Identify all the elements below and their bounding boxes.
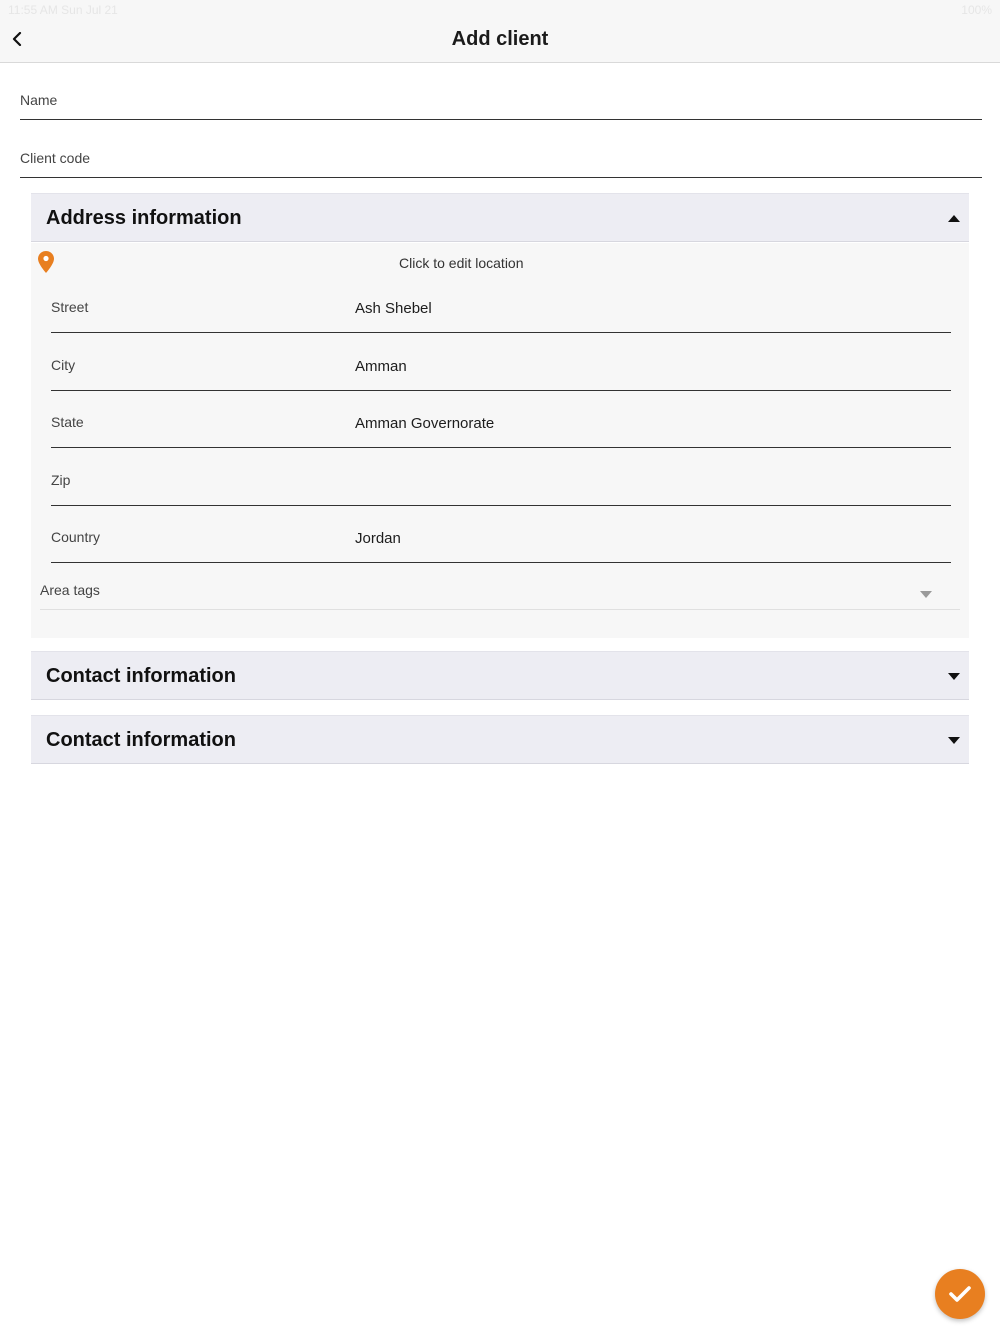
- state-field[interactable]: [51, 396, 951, 448]
- dropdown-caret-icon: [920, 591, 932, 598]
- client-code-label: Client code: [20, 150, 91, 166]
- page-title: Add client: [451, 28, 549, 50]
- contact-section-title-2: Contact information: [46, 729, 236, 751]
- address-section-header[interactable]: [31, 193, 969, 242]
- street-value[interactable]: Ash Shebel: [355, 300, 432, 317]
- state-label: State: [51, 414, 84, 430]
- checkmark-icon: [949, 1285, 971, 1303]
- area-tags-label: Area tags: [40, 582, 100, 598]
- caret-up-icon: [948, 214, 960, 222]
- city-value[interactable]: Amman: [355, 358, 407, 375]
- address-section-title: Address information: [46, 207, 242, 229]
- country-field[interactable]: [51, 511, 951, 563]
- status-time: 11:55 AM Sun Jul 21: [8, 3, 118, 17]
- contact-section-header-2[interactable]: [31, 715, 969, 764]
- status-battery: 100%: [961, 3, 992, 17]
- caret-down-icon: [948, 736, 960, 744]
- name-input[interactable]: [20, 68, 982, 119]
- status-bar: [0, 0, 1000, 20]
- area-tags-dropdown[interactable]: [40, 570, 960, 610]
- map-pin-icon: [38, 251, 54, 273]
- nav-header: [0, 20, 1000, 63]
- client-code-field[interactable]: [20, 126, 982, 178]
- edit-location-text: Click to edit location: [399, 255, 524, 271]
- caret-down-icon: [948, 672, 960, 680]
- country-label: Country: [51, 529, 101, 545]
- contact-section-title-1: Contact information: [46, 665, 236, 687]
- street-field[interactable]: [51, 281, 951, 333]
- client-code-input[interactable]: [20, 126, 982, 177]
- save-fab-button[interactable]: [935, 1269, 985, 1319]
- city-label: City: [51, 357, 76, 373]
- street-label: Street: [51, 299, 89, 315]
- city-field[interactable]: [51, 339, 951, 391]
- zip-field[interactable]: [51, 454, 951, 506]
- address-fields-block: [31, 281, 969, 638]
- name-field[interactable]: [20, 68, 982, 120]
- contact-section-header-1[interactable]: [31, 651, 969, 700]
- edit-location-row[interactable]: [31, 243, 969, 281]
- state-value[interactable]: Amman Governorate: [355, 415, 495, 432]
- country-value[interactable]: Jordan: [355, 530, 401, 547]
- zip-label: Zip: [51, 472, 71, 488]
- name-label: Name: [20, 92, 58, 108]
